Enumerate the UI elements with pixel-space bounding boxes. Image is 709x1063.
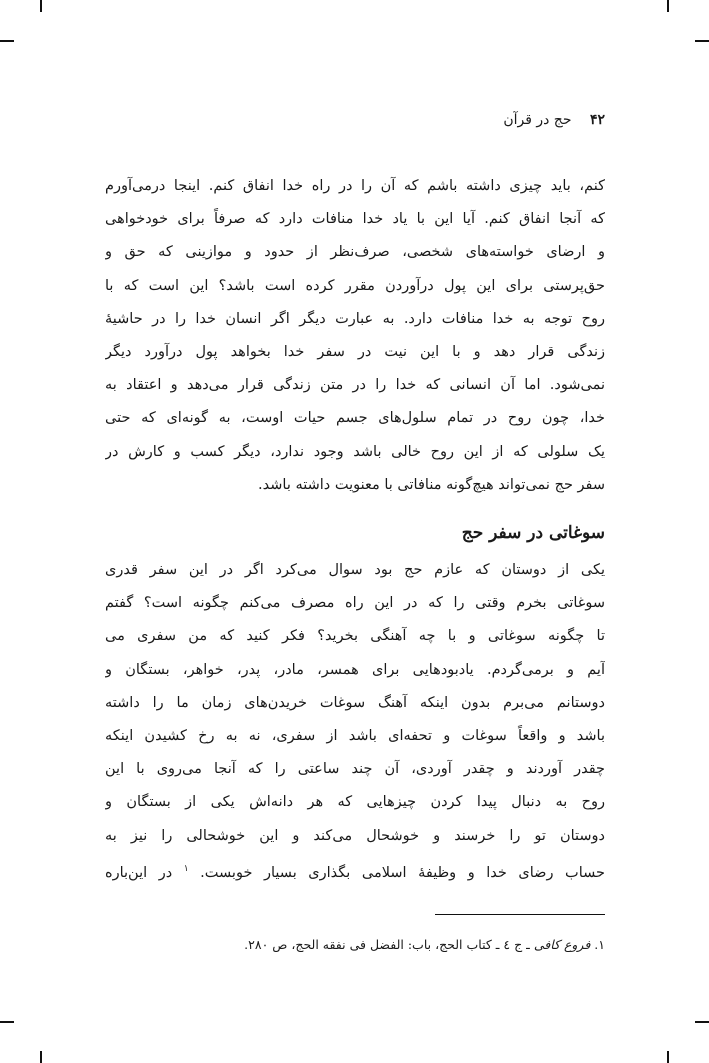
crop-mark-top-left-h xyxy=(0,40,14,42)
text-line: خدا، چون روح در تمام سلول‌های جسم حیات اوست، به گونه‌ای که حتی xyxy=(105,410,605,427)
crop-mark-bottom-left-h xyxy=(0,1021,14,1023)
footnote-citation: ـ ج ٤ ـ کتاب الحج، باب: الفضل فی نفقه الحج، ص ٢٨٠. xyxy=(244,936,530,952)
text-line: و ارضای خواسته‌های شخصی، صرف‌نظر از حدود و موازینی که حق و xyxy=(105,244,605,261)
text-line: باشد و واقعاً سوغات و تحفه‌ای باشد از سفری، نه به رخ کشیدن اینکه xyxy=(105,728,605,745)
text-line: روح توجه به خدا منافات دارد. به عبارت دیگر اگر انسان خدا را در حاشیهٔ xyxy=(105,310,605,327)
section-heading: سوغاتی در سفر حج xyxy=(461,523,605,544)
page-number: ۴۲ xyxy=(589,112,605,128)
text-line: سفر حج نمی‌تواند هیچ‌گونه منافاتی با معنویت داشته باشد. xyxy=(258,476,605,493)
text-line xyxy=(105,853,605,890)
running-head xyxy=(105,110,605,134)
running-head-title: حج در قرآن xyxy=(503,112,572,128)
text-line: که آنجا انفاق کنم. آیا این با یاد خدا منافات دارد که صرفاً برای خودخواهی xyxy=(105,211,605,228)
footnote xyxy=(105,935,605,955)
text-line: یکی از دوستان که عازم حج بود سوال می‌کرد اگر در این سفر قدری xyxy=(105,562,605,579)
crop-mark-bottom-right-h xyxy=(695,1021,709,1023)
crop-mark-top-right-h xyxy=(695,40,709,42)
book-page xyxy=(105,110,605,955)
crop-mark-bottom-right-v xyxy=(667,1051,669,1063)
text-line: آیم و برمی‌گردم. یادبودهایی برای همسر، مادر، پدر، خواهر، بستگان و xyxy=(105,661,605,678)
text-segment: در این‌باره xyxy=(105,864,173,881)
text-line: دوستانم می‌برم بدون اینکه آهنگ سوغات خریدن‌های زمان ما را داشته xyxy=(105,694,605,711)
text-line: یک سلولی که از این روح خالی باشد وجود ندارد، دیگر کسب و کارش در xyxy=(105,443,605,460)
text-line: تا چگونه سوغاتی و با چه آهنگی بخرید؟ فکر کنید که من سفری می xyxy=(105,628,605,645)
text-line: چقدر آوردند و چقدر آوردی، آن چند ساعتی را که آنجا می‌روی با این xyxy=(105,761,605,778)
text-line: روح به دنبال پیدا کردن چیزهایی که هر دانه‌اش یکی از بستگان و xyxy=(105,794,605,811)
text-line: زندگی قرار دهد و با این نیت در سفر خدا بخواهد پول درآورد دیگر xyxy=(105,344,605,361)
body-paragraph-1 xyxy=(105,170,605,502)
text-line: دوستان تو را خرسند و خوشحال می‌کند و این خوشحالی را نیز به xyxy=(105,827,605,844)
text-line: سوغاتی بخرم وقتی را که در این راه مصرف می‌کنم چگونه است؟ گفتم xyxy=(105,595,605,612)
footnote-divider xyxy=(435,914,605,915)
body-paragraph-2 xyxy=(105,554,605,890)
crop-mark-bottom-left-v xyxy=(40,1051,42,1063)
footnote-book-title: فروع کافی xyxy=(533,936,591,952)
text-line: نمی‌شود. اما آن انسانی که خدا را در متن زندگی قرار می‌دهد و اعتقاد به xyxy=(105,377,605,394)
text-segment: حساب رضای خدا و وظیفهٔ اسلامی بگذاری بسیار خوبست. xyxy=(200,864,605,881)
footnote-marker: ۱ xyxy=(183,863,189,874)
text-line: کنم، باید چیزی داشته باشم که آن را در راه خدا انفاق کنم. اینجا درمی‌آورم xyxy=(105,178,605,194)
text-line: حق‌پرستی برای این پول درآوردن مقرر کرده است باشد؟ این است که با xyxy=(105,277,605,294)
crop-mark-top-left-v xyxy=(40,0,42,12)
crop-mark-top-right-v xyxy=(667,0,669,12)
footnote-number: ۱. xyxy=(594,936,605,952)
